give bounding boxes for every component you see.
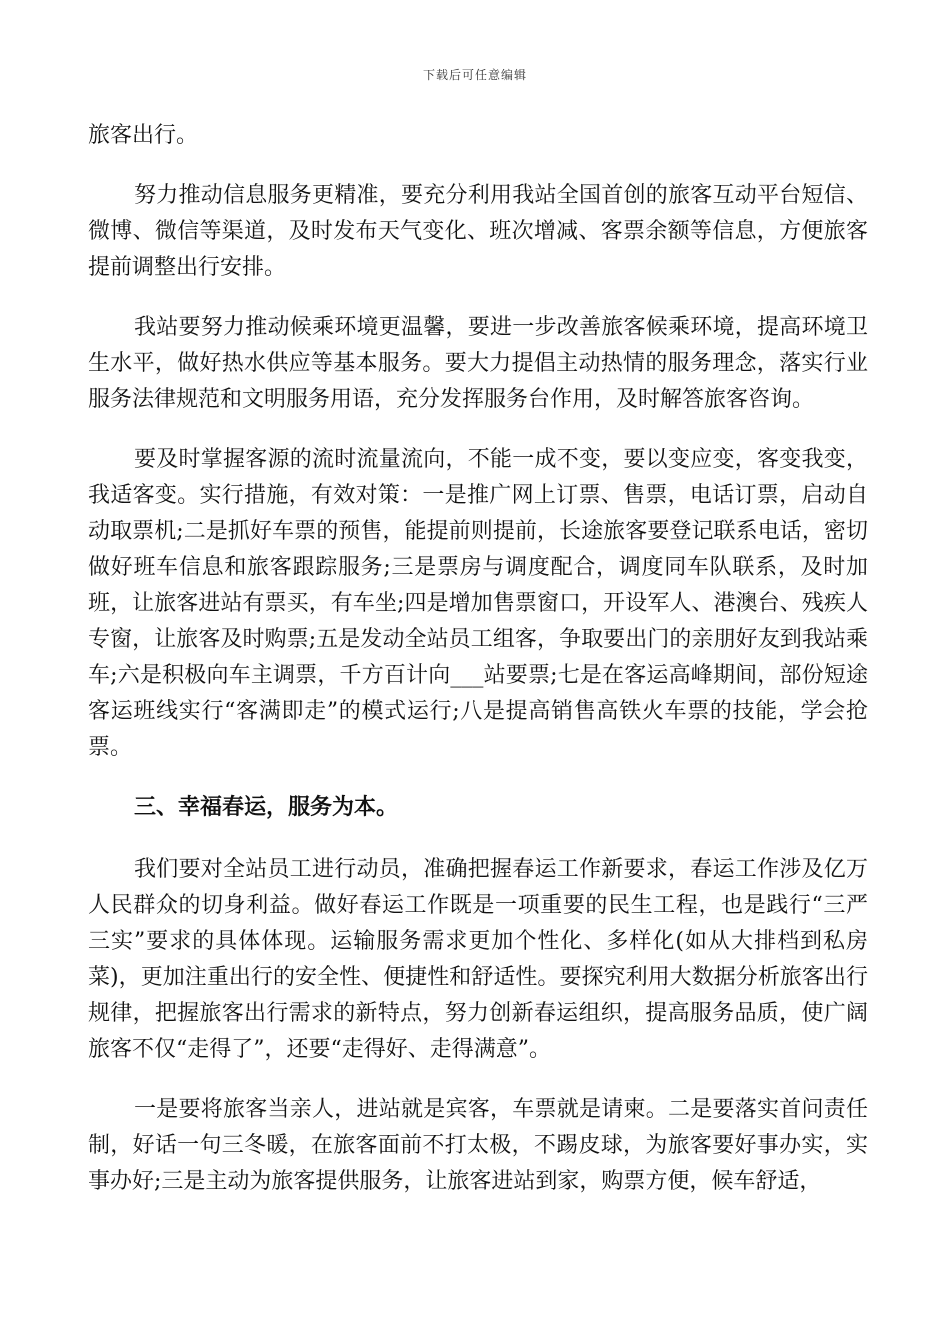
paragraph-waiting-environment: 我站要努力推动候乘环境更温馨，要进一步改善旅客候乘环境，提高环境卫生水平，做好热水供应等基本服务。要大力提倡主动热情的服务理念，落实行业服务法律规范和文明服务用语，充分发挥服务台作用，及时解答旅客咨询。	[88, 315, 868, 412]
section-heading: 三、幸福春运，服务为本。	[134, 795, 399, 820]
header-note: 下载后可任意编辑	[422, 68, 527, 82]
paragraph-service-items: 一是要将旅客当亲人，进站就是宾客，车票就是请柬。二是要落实首问责任制，好话一句三冬暖，在旅客面前不打太极，不踢皮球，为旅客要好事办实，实事办好;三是主动为旅客提供服务，让旅客进站到家，购票方便，候车舒适，	[88, 1097, 868, 1194]
paragraph-continuation: 旅客出行。	[88, 123, 199, 148]
paragraph-staff-mobilization: 我们要对全站员工进行动员，准确把握春运工作新要求，春运工作涉及亿万人民群众的切身利益。做好春运工作既是一项重要的民生工程，也是践行“三严三实”要求的具体体现。运输服务需求更加个性化、多样化(如从大排档到私房菜)，更加注重出行的安全性、便捷性和舒适性。要探究利用大数据分析旅客出行规律，把握旅客出行需求的新特点，努力创新春运组织，提高服务品质，使广阔旅客不仅“走得了”，还要“走得好、走得满意”。	[88, 857, 868, 1062]
paragraph-information-service: 努力推动信息服务更精准，要充分利用我站全国首创的旅客互动平台短信、微博、微信等渠道，及时发布天气变化、班次增减、客票余额等信息，方便旅客提前调整出行安排。	[88, 183, 868, 280]
document-body	[88, 118, 868, 1224]
paragraph-passenger-flow-measures: 要及时掌握客源的流时流量流向，不能一成不变，要以变应变，客变我变，我适客变。实行措施，有效对策：一是推广网上订票、售票，电话订票，启动自动取票机;二是抓好车票的预售，能提前则提前，长途旅客要登记联系电话，密切做好班车信息和旅客跟踪服务;三是票房与调度配合，调度同车队联系，及时加班，让旅客进站有票买，有车坐;四是增加售票窗口，开设军人、港澳台、残疾人专窗，让旅客及时购票;五是发动全站员工组客，争取要出门的亲朋好友到我站乘车;六是积极向车主调票，千方百计向___站要票;七是在客运高峰期间，部份短途客运班线实行“客满即走”的模式运行;八是提高销售高铁火车票的技能，学会抢票。	[88, 447, 868, 760]
